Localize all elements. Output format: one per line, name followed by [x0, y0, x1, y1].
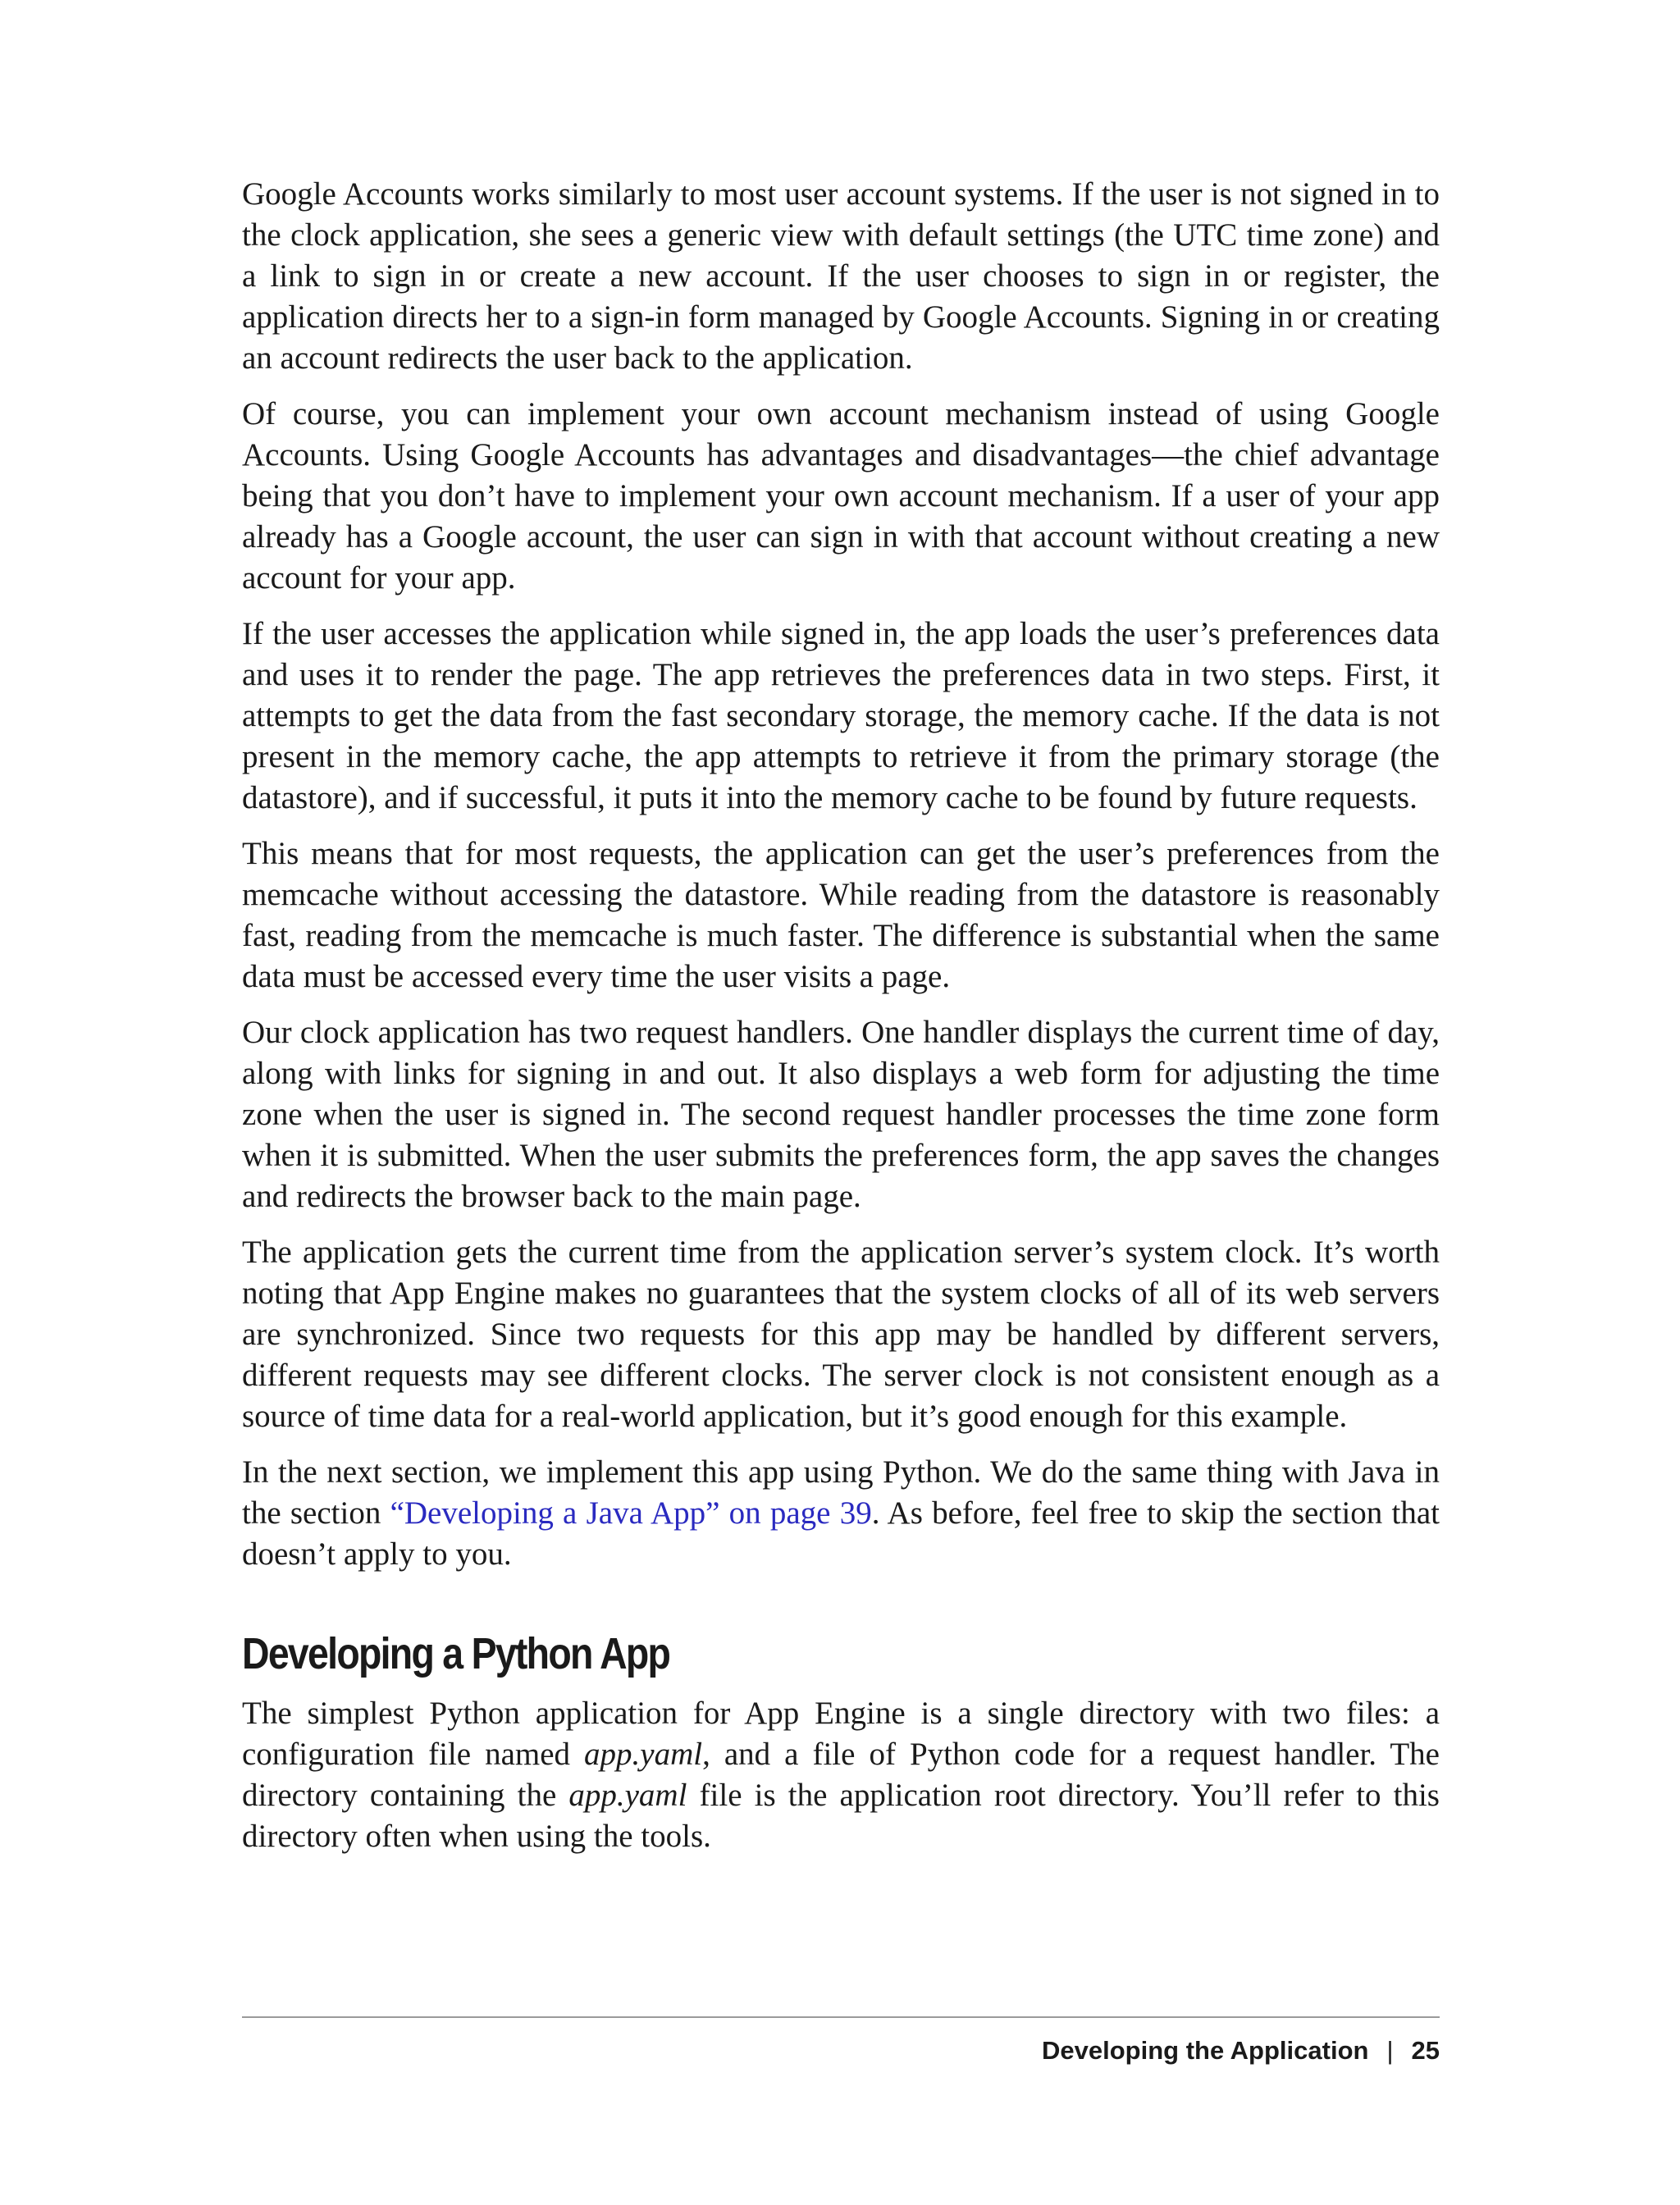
footer-page-number: 25: [1411, 2036, 1440, 2065]
next-section-text-after: . As before, feel free to skip the section that doesn’t apply to you.: [242, 1495, 1440, 1572]
paragraph-memcache: This means that for most requests, the application can get the user’s preferences from the memcache without accessing the datastore. While reading from the datastore is reasonably fast, reading from the memcache is much faster. The difference is substantial when the same data must be accessed every time the user visits a page.: [242, 836, 1440, 994]
paragraph-own-account-mechanism: Of course, you can implement your own account mechanism instead of using Google Accounts. Using Google Accounts has advantages and disadvantages—the chief advantage being that you don’t have to implement your own account mechanism. If a user of your app already has a Google account, the user can sign in with that account without creating a new account for your app.: [242, 396, 1440, 596]
page-footer: [902, 2033, 1440, 2069]
python-para-part2: , and a file of Python code for a request handler. The directory containing the: [242, 1737, 1440, 1813]
paragraph-python-app: [242, 1693, 1440, 1857]
footer-chapter-title: Developing the Application: [1042, 2036, 1369, 2065]
paragraph-preferences-loading: If the user accesses the application while signed in, the app loads the user’s preferences data and uses it to render the page. The app retrieves the preferences data in two steps. First, it attempts to get the data from the fast secondary storage, the memory cache. If the data is not present in the memory cache, the app attempts to retrieve it from the primary storage (the datastore), and if successful, it puts it into the memory cache to be found by future requests.: [242, 616, 1440, 815]
footer-separator: |: [1386, 2036, 1394, 2065]
section-heading: Developing a Python App: [242, 1629, 670, 1678]
paragraph-google-accounts: Google Accounts works similarly to most user account systems. If the user is not signed in to the clock application, she sees a generic view with default settings (the UTC time zone) and a link to sign in or create a new account. If the user chooses to sign in or register, the application directs her to a sign-in form managed by Google Accounts. Signing in or creating an account redirects the user back to the application.: [242, 176, 1440, 376]
app-yaml-filename-2: app.yaml: [568, 1778, 687, 1813]
app-yaml-filename: app.yaml: [584, 1737, 703, 1772]
next-section-text-before: In the next section, we implement this app using Python. We do the same thing with Java in the section: [242, 1454, 1440, 1531]
footer-rule: [242, 2016, 1440, 2018]
python-para-part3: file is the application root directory. You’ll refer to this directory often when using the tools.: [242, 1778, 1440, 1854]
paragraph-request-handlers: Our clock application has two request handlers. One handler displays the current time of day, along with links for signing in and out. It also displays a web form for adjusting the time zone when the user is signed in. The second request handler processes the time zone form when it is submitted. When the user submits the preferences form, the app saves the changes and redirects the browser back to the main page.: [242, 1015, 1440, 1214]
page-body: [242, 174, 1440, 1872]
python-para-part1: The simplest Python application for App Engine is a single directory with two files: a configuration file named: [242, 1696, 1440, 1772]
paragraph-system-clock: The application gets the current time from the application server’s system clock. It’s worth noting that App Engine makes no guarantees that the system clocks of all of its web servers are synchronized. Since two requests for this app may be handled by different servers, different requests may see different clocks. The server clock is not consistent enough as a source of time data for a real-world application, but it’s good enough for this example.: [242, 1235, 1440, 1434]
paragraph-next-section: [242, 1452, 1440, 1575]
java-app-link[interactable]: “Developing a Java App” on page 39: [390, 1495, 872, 1531]
